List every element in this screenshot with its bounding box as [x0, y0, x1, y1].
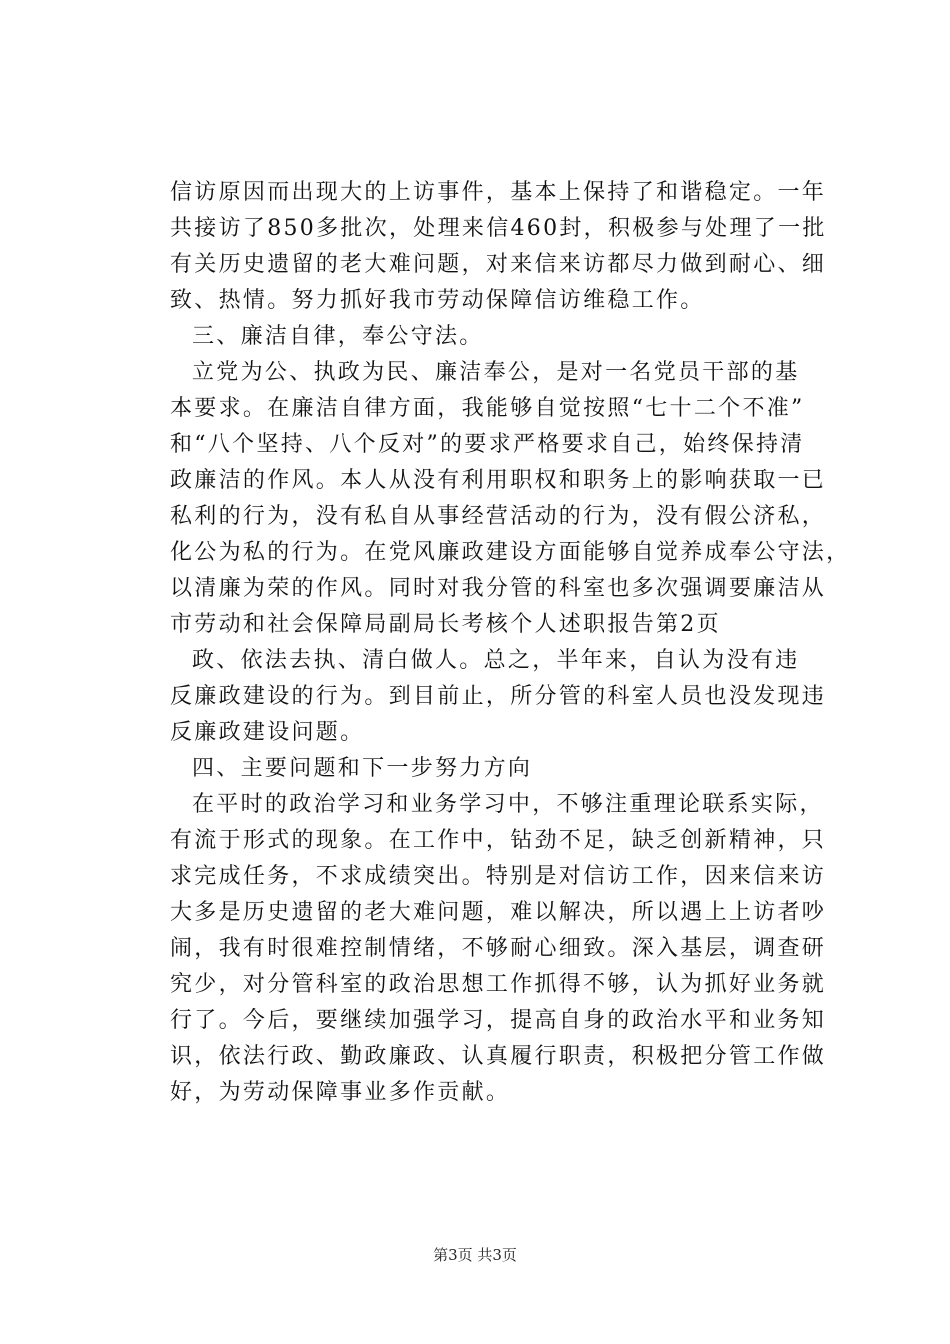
body-line: 好，为劳动保障事业多作贡献。	[170, 1080, 511, 1105]
body-line: 以清廉为荣的作风。同时对我分管的科室也多次强调要廉洁从	[170, 576, 827, 601]
body-line: 识，依法行政、勤政廉政、认真履行职责，积极把分管工作做	[170, 1044, 827, 1069]
body-line: 有关历史遗留的老大难问题，对来信来访都尽力做到耐心、细	[170, 252, 827, 277]
body-line: 求完成任务，不求成绩突出。特别是对信访工作，因来信来访	[170, 864, 827, 889]
body-line: 有流于形式的现象。在工作中，钻劲不足，缺乏创新精神，只	[170, 828, 827, 853]
body-line: 大多是历史遗留的老大难问题，难以解决，所以遇上上访者吵	[170, 900, 827, 925]
section-heading: 四、主要问题和下一步努力方向	[192, 756, 533, 781]
body-line: 究少，对分管科室的政治思想工作抓得不够，认为抓好业务就	[170, 972, 827, 997]
body-line: 闹，我有时很难控制情绪，不够耐心细致。深入基层，调查研	[170, 936, 827, 961]
section-heading: 三、廉洁自律，奉公守法。	[192, 324, 484, 349]
body-line: 政廉洁的作风。本人从没有利用职权和职务上的影响获取一已	[170, 468, 827, 493]
body-line: 行了。今后，要继续加强学习，提高自身的政治水平和业务知	[170, 1008, 827, 1033]
body-line: 反廉政建设的行为。到目前止，所分管的科室人员也没发现违	[170, 684, 827, 709]
page-footer: 第3页 共3页	[433, 1246, 517, 1264]
body-line: 市劳动和社会保障局副局长考核个人述职报告第2页	[170, 612, 721, 637]
body-line: 立党为公、执政为民、廉洁奉公，是对一名党员干部的基	[192, 360, 800, 385]
document-body	[170, 175, 851, 1111]
body-line: 化公为私的行为。在党风廉政建设方面能够自觉养成奉公守法，	[170, 540, 851, 565]
body-line: 在平时的政治学习和业务学习中，不够注重理论联系实际，	[192, 792, 824, 817]
body-line: 私利的行为，没有私自从事经营活动的行为，没有假公济私，	[170, 504, 827, 529]
body-line: 政、依法去执、清白做人。总之，半年来，自认为没有违	[192, 648, 800, 673]
body-line: 信访原因而出现大的上访事件，基本上保持了和谐稳定。一年	[170, 180, 827, 205]
body-line: 反廉政建设问题。	[170, 720, 365, 745]
body-line: 和“八个坚持、八个反对”的要求严格要求自己，始终保持清	[170, 432, 805, 457]
body-line: 共接访了850多批次，处理来信460封，积极参与处理了一批	[170, 216, 827, 241]
body-line: 致、热情。努力抓好我市劳动保障信访维稳工作。	[170, 288, 705, 313]
body-line: 本要求。在廉洁自律方面，我能够自觉按照“七十二个不准”	[170, 396, 805, 421]
